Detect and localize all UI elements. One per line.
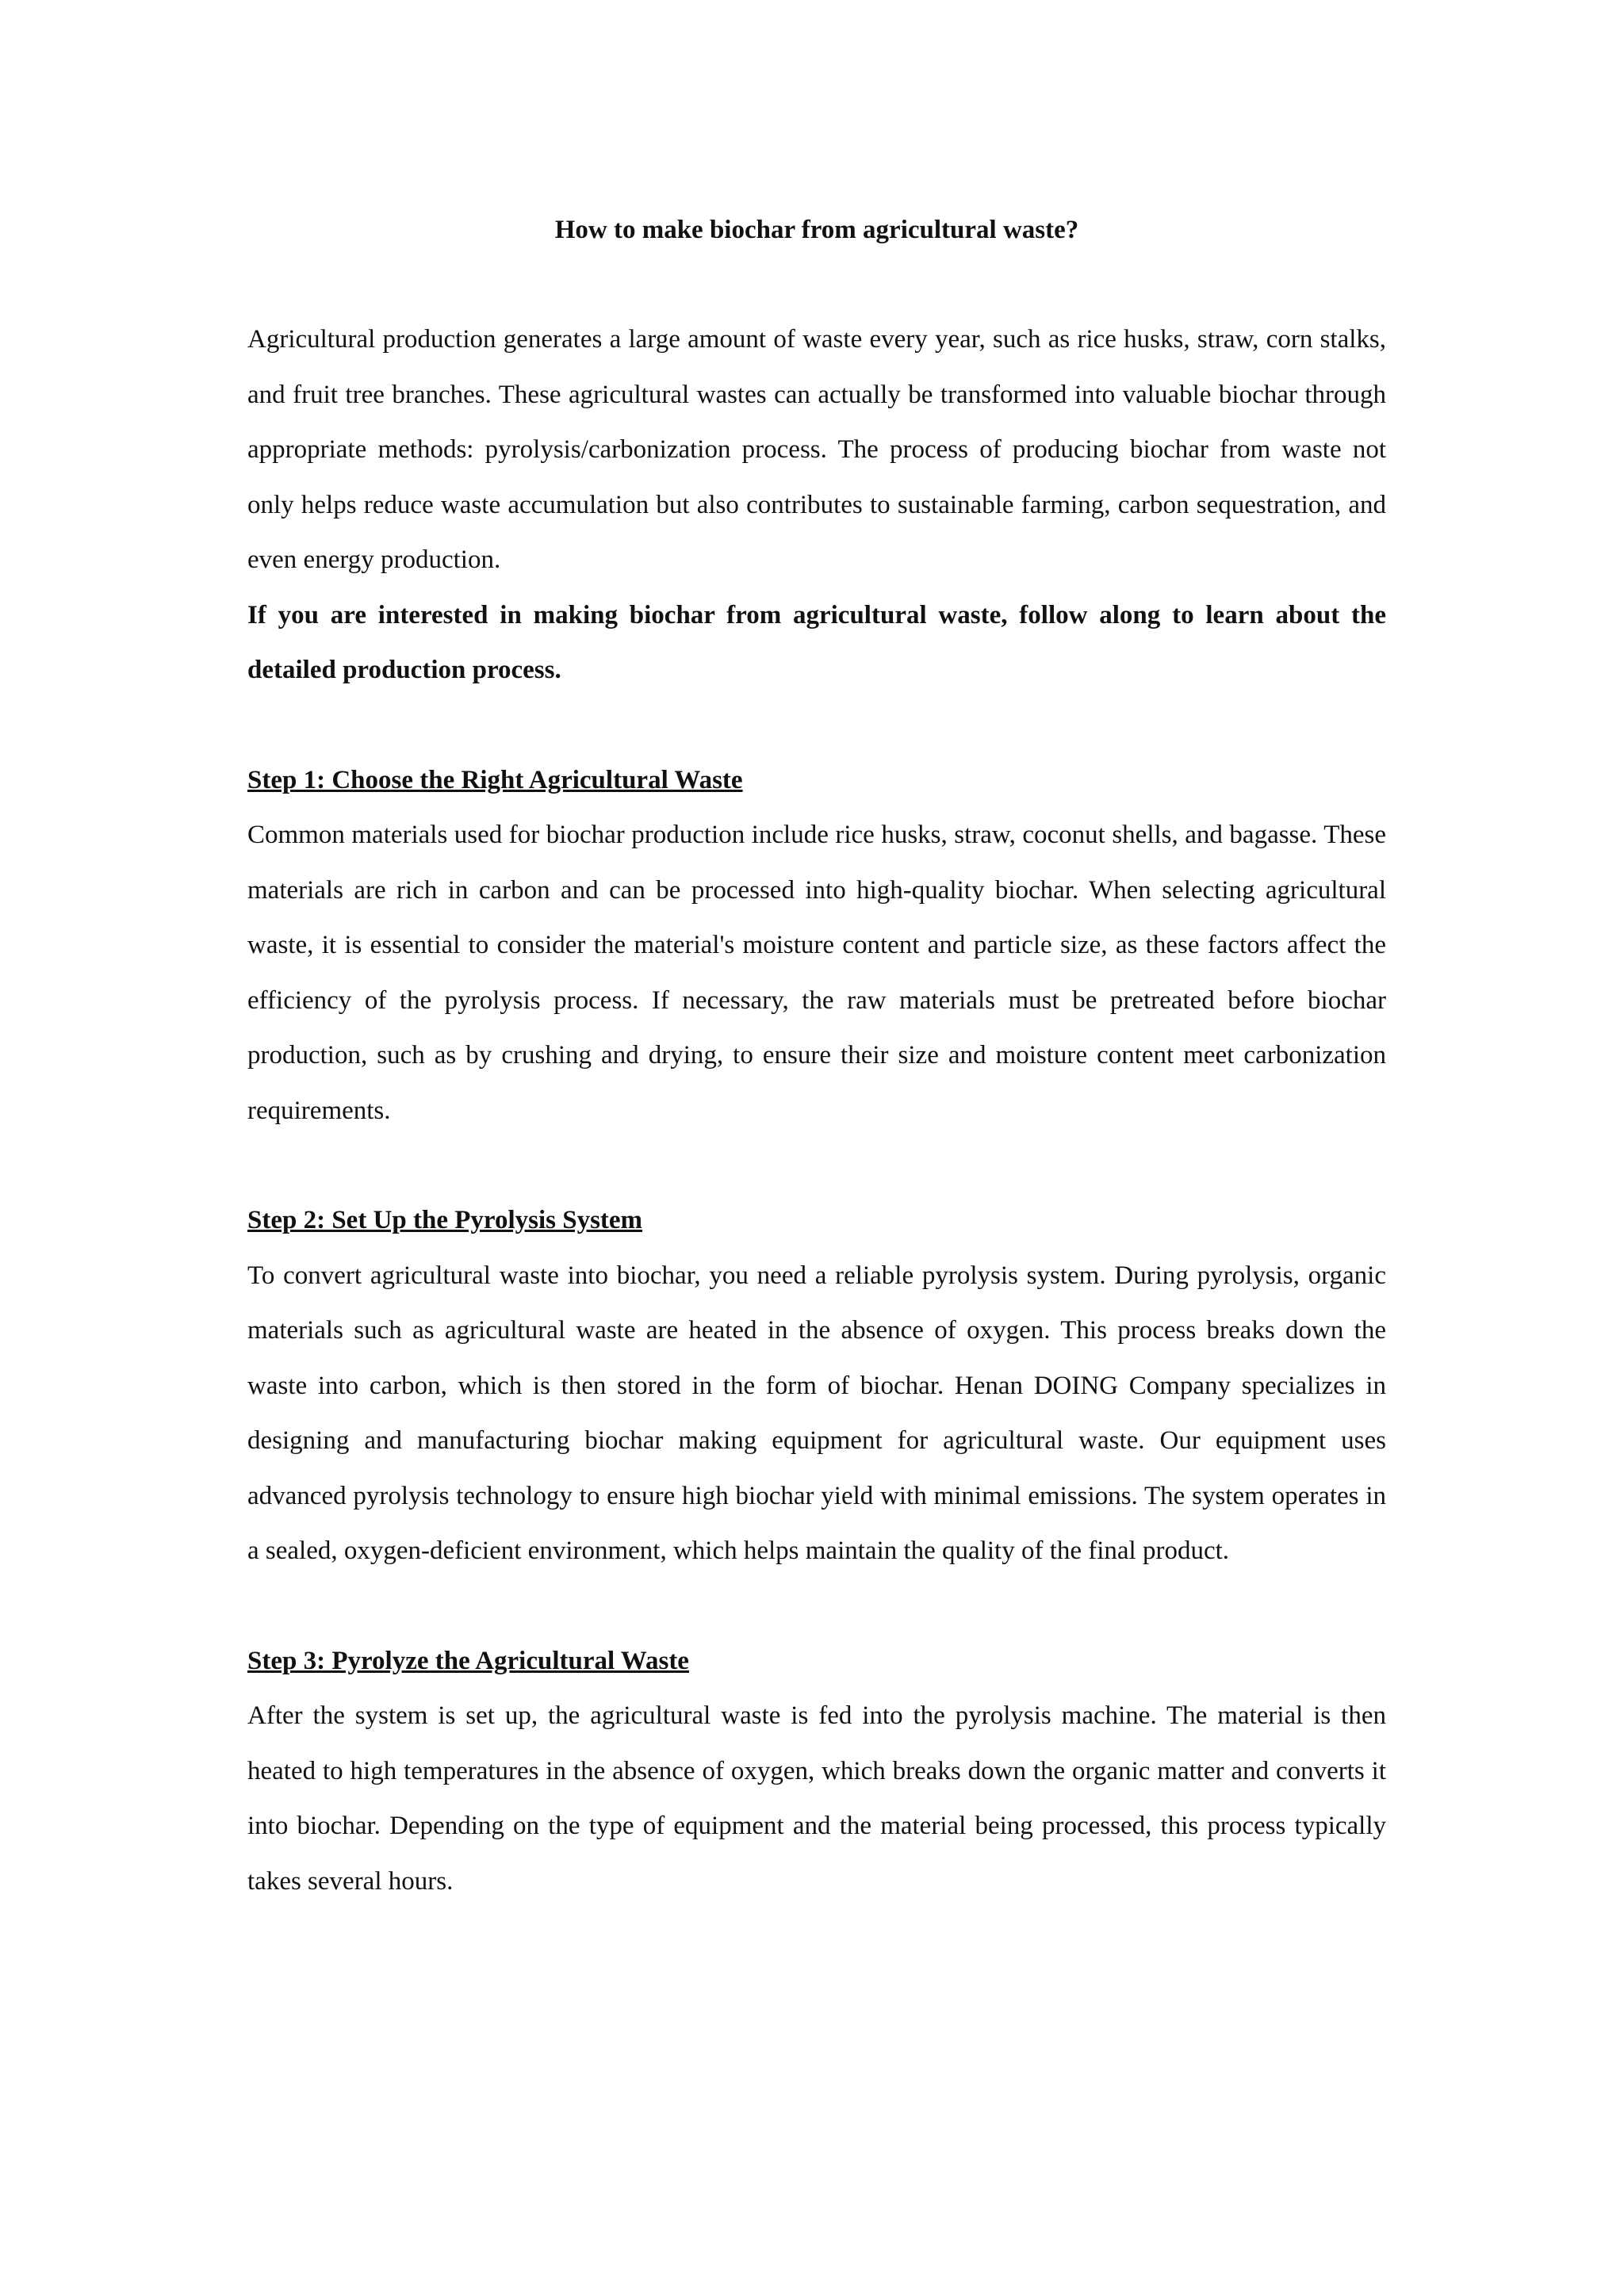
section-spacer: [247, 1579, 1386, 1634]
intro-paragraph: Agricultural production generates a large amount of waste every year, such as rice husks, straw, corn stalks, and fruit tree branches. These agricultural wastes can actually be transformed into valuable biochar through appropriate methods: pyrolysis/carbonization process. The process of producing biochar from waste not only helps reduce waste accumulation but also contributes to sustainable farming, carbon sequestration, and even energy production.: [247, 325, 1386, 574]
section-spacer: [247, 698, 1386, 753]
step-3-body: After the system is set up, the agricultural waste is fed into the pyrolysis machine. The material is then heated to high temperatures in the absence of oxygen, which breaks down the organic matter and converts it into biochar. Depending on the type of equipment and the material being processed, this process typically takes several hours.: [247, 1701, 1386, 1896]
step-1-heading: Step 1: Choose the Right Agricultural Waste: [247, 765, 743, 794]
step-1-body: Common materials used for biochar production include rice husks, straw, coconut shells, and bagasse. These materials are rich in carbon and can be processed into high-quality biochar. When selecting agricultural waste, it is essential to consider the material's moisture content and particle size, as these factors affect the efficiency of the pyrolysis process. If necessary, the raw materials must be pretreated before biochar production, such as by crushing and drying, to ensure their size and moisture content meet carbonization requirements.: [247, 821, 1386, 1125]
document-content: [247, 214, 1386, 1909]
section-spacer: [247, 1138, 1386, 1193]
intro-bold-paragraph: If you are interested in making biochar from agricultural waste, follow along to learn about the detailed production process.: [247, 600, 1386, 684]
step-2-body: To convert agricultural waste into biochar, you need a reliable pyrolysis system. During pyrolysis, organic materials such as agricultural waste are heated in the absence of oxygen. This process breaks down the waste into carbon, which is then stored in the form of biochar. Henan DOING Company specializes in designing and manufacturing biochar making equipment for agricultural waste. Our equipment uses advanced pyrolysis technology to ensure high biochar yield with minimal emissions. The system operates in a sealed, oxygen-deficient environment, which helps maintain the quality of the final product.: [247, 1261, 1386, 1565]
document-title: How to make biochar from agricultural waste?: [554, 216, 1079, 244]
step-3-heading: Step 3: Pyrolyze the Agricultural Waste: [247, 1646, 689, 1675]
step-2-heading: Step 2: Set Up the Pyrolysis System: [247, 1206, 643, 1234]
